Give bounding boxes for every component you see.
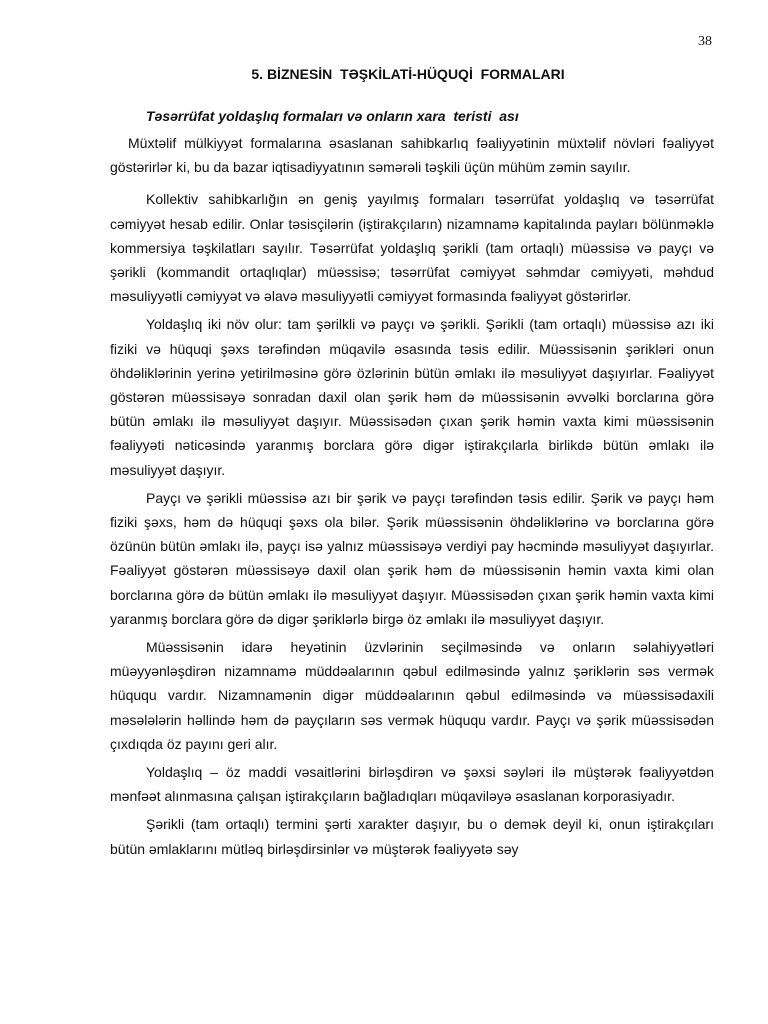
paragraph-2: Kollektiv sahibkarlığın ən geniş yayılmış formaları təsərrüfat yoldaşlıq və təsərrüfat cəmiyyət hesab edilir. Onlar təsisçilərin (iştirakçıların) nizamnamə kapitalında payları bölünməklə kommersiya təşkilatları sayılır. Təsərrüfat yoldaşlıq şərikli (tam ortaqlı) müəssisə və payçı və şərikli (kommandit ortaqlıqlar) müəssisə; təsərrüfat cəmiyyət səhmdar cəmiyyəti, məhdud məsuliyyətli cəmiyyət və əlavə məsuliyyətli cəmiyyət formasında fəaliyyət göstərirlər. (110, 191, 714, 305)
section-subtitle: Təsərrüfat yoldaşlıq formaları və onların xara teristi ası (146, 108, 519, 124)
paragraph-7: Şərikli (tam ortaqlı) termini şərti xarakter daşıyır, bu o demək deyil ki, onun iştirakçıları bütün əmlaklarını mütləq birləşdirsinlər və müştərək fəaliyyətə səy (110, 816, 714, 857)
paragraph-4: Payçı və şərikli müəssisə azı bir şərik və payçı tərəfindən təsis edilir. Şərik və payçı həm fiziki şəxs, həm də hüquqi şəxs ola bilər. Şərik müəssisənin öhdəliklərinə və borclarına görə özünün bütün əmlakı ilə, payçı isə yalnız müəssisəyə verdiyi pay həcmində məsuliyyət daşıyırlar. Fəaliyyət göstərən müəssisəyə daxil olan şərik həm də müəssisənin həmin vaxta kimi olan borclarına görə də bütün əmlakı ilə məsuliyyət daşıyır. Müəssisədən çıxan şərik həmin vaxta kimi yaranmış borclara görə də digər şəriklərlə birgə öz əmlakı ilə məsuliyyət daşıyır. (110, 489, 714, 627)
chapter-title: 5. BİZNESİN TƏŞKİLATİ-HÜQUQİ FORMALARI (251, 66, 565, 82)
paragraph-1: Müxtəlif mülkiyyət formalarına əsaslanan sahibkarlıq fəaliyyətinin müxtəlif növləri fəaliyyət göstərirlər ki, bu da bazar iqtisadiyyatının səmərəli təşkili üçün mühüm zəmin sayılır. (110, 135, 714, 176)
paragraph-3: Yoldaşlıq iki növ olur: tam şərilkli və payçı və şərikli. Şərikli (tam ortaqlı) müəssisə azı iki fiziki və hüquqi şəxs tərəfindən müqavilə əsasında təsis edilir. Müəssisənin şərikləri onun öhdəliklərinin yerinə yetirilməsinə görə özlərinin bütün əmlakı ilə məsuliyyət daşıyırlar. Fəaliyyət göstərən müəssisəyə sonradan daxil olan şərik həm də müəssisənin əvvəlki borclarına görə bütün əmlakı ilə məsuliyyət daşıyır. Müəssisədən çıxan şərik həmin vaxta kimi müəssisənin fəaliyyəti nəticəsində yaranmış borclara görə digər iştirakçılarla birlikdə bütün əmlakı ilə məsuliyyət daşıyır. (110, 316, 714, 478)
paragraph-5: Müəssisənin idarə heyətinin üzvlərinin seçilməsində və onların səlahiyyətləri müəyyənləşdirən nizamnamə müddəalarının qəbul edilməsində yalnız şəriklərin səs vermək hüququ vardır. Nizamnamənin digər müddəalarının qəbul edilməsində və müəssisədaxili məsələlərin həllində həm də payçıların səs vermək hüququ vardır. Payçı və şərik müəssisədən çıxdıqda öz payını geri alır. (110, 639, 714, 752)
body-text (110, 131, 714, 865)
page-number: 38 (698, 34, 712, 49)
paragraph-6: Yoldaşlıq – öz maddi vəsaitlərini birləşdirən və şəxsi səyləri ilə müştərək fəaliyyətdən mənfəət alınmasına çalışan iştirakçıların bağladıqları müqaviləyə əsaslanan korporasiyadır. (110, 764, 714, 805)
